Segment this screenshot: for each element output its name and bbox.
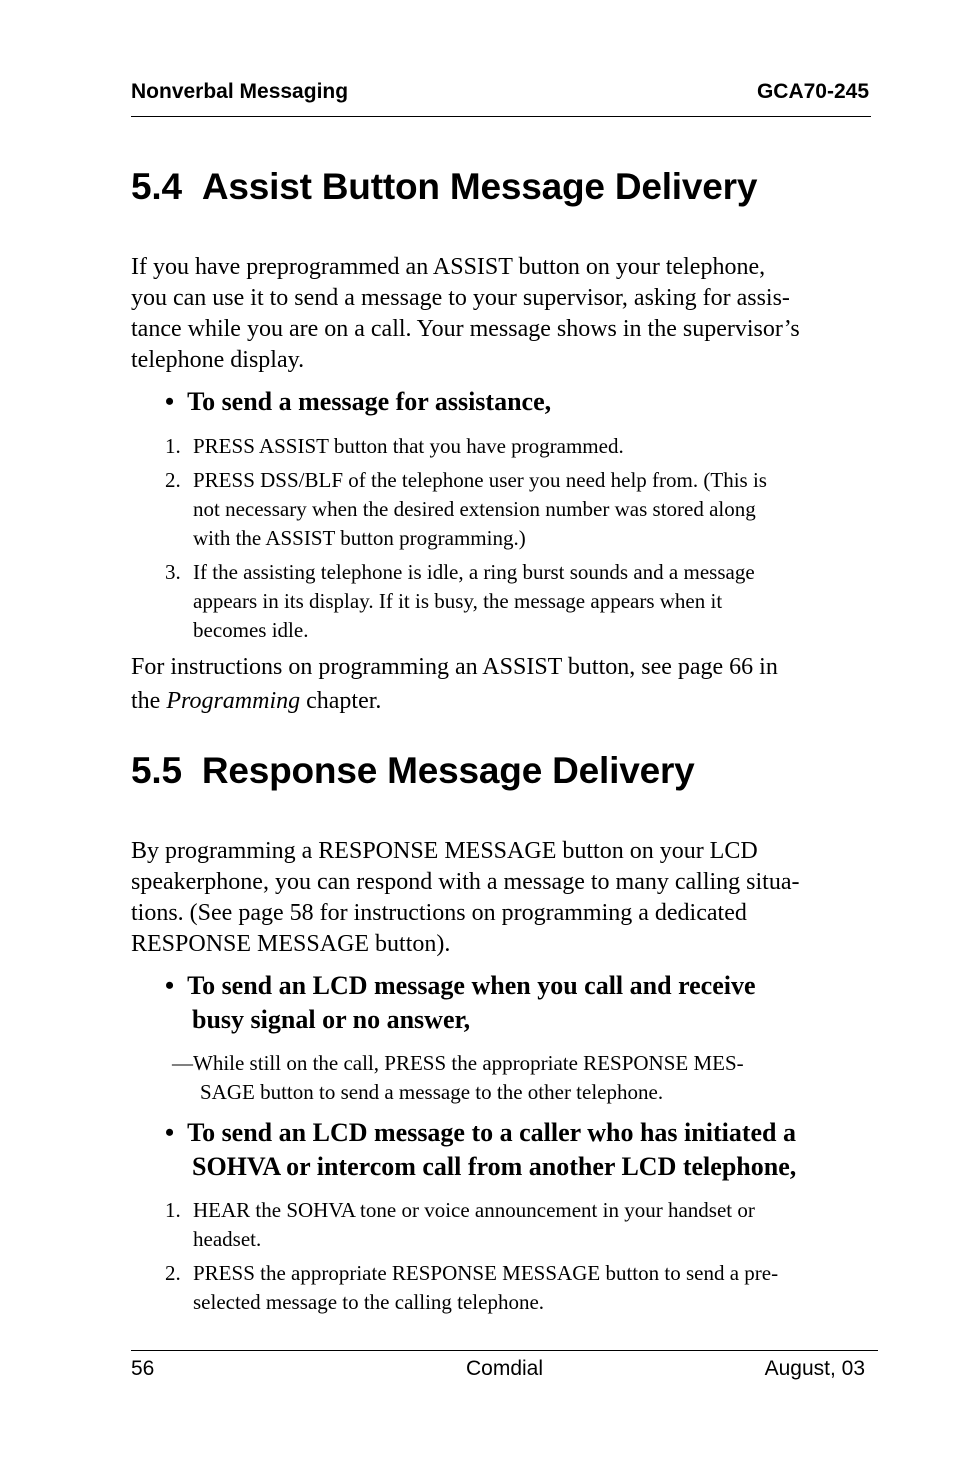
step-text: PRESS the appropriate RESPONSE MESSAGE button to send a pre-	[193, 1261, 779, 1285]
bullet-sohva	[165, 1116, 796, 1184]
text-line: you can use it to send a message to your supervisor, asking for assis-	[131, 285, 790, 311]
step-number: 1.	[165, 434, 181, 458]
page-footer	[131, 1350, 878, 1391]
text-line: telephone display.	[131, 347, 305, 373]
text-line: tions. (See page 58 for instructions on programming a dedicated	[131, 900, 747, 926]
dash-instruction	[172, 1049, 744, 1107]
section-number: 5.4	[131, 166, 182, 207]
step-number: 3.	[165, 560, 181, 584]
list-item	[165, 466, 767, 553]
step-text: headset.	[193, 1227, 262, 1251]
step-number: 1.	[165, 1198, 181, 1222]
page-header	[131, 78, 871, 117]
bullet-assist	[165, 385, 551, 419]
bullet-line: • To send an LCD message to a caller who has initiated a	[165, 1118, 796, 1147]
footer-date: August, 03	[764, 1357, 865, 1380]
text-line: For instructions on programming an ASSIST button, see page 66 in	[131, 654, 778, 680]
section-title: Response Message Delivery	[201, 750, 695, 791]
note-paragraph-5-4	[131, 650, 876, 718]
bullet-busy-signal	[165, 969, 756, 1037]
step-number: 2.	[165, 1261, 181, 1285]
intro-paragraph-5-5	[131, 836, 876, 960]
text-line: If you have preprogrammed an ASSIST button on your telephone,	[131, 254, 766, 280]
list-item	[165, 558, 767, 645]
section-title: Assist Button Message Delivery	[201, 166, 758, 207]
bullet-line: • To send an LCD message when you call and receive	[165, 971, 756, 1000]
list-item	[165, 1259, 778, 1317]
text-line: By programming a RESPONSE MESSAGE button on your LCD	[131, 838, 758, 864]
step-text: appears in its display. If it is busy, the message appears when it	[193, 589, 723, 613]
section-number: 5.5	[131, 750, 182, 791]
step-text: If the assisting telephone is idle, a ring burst sounds and a message	[193, 560, 755, 584]
step-number: 2.	[165, 468, 181, 492]
list-item	[165, 1196, 778, 1254]
section-heading-5-4	[131, 166, 757, 208]
step-text: not necessary when the desired extension number was stored along	[193, 497, 756, 521]
bullet-dot-icon: •	[165, 387, 188, 416]
footer-company: Comdial	[465, 1357, 544, 1380]
text-line: RESPONSE MESSAGE button).	[131, 931, 451, 957]
text-line: the Programming chapter.	[131, 688, 382, 714]
step-text: becomes idle.	[193, 618, 309, 642]
bullet-line: • To send a message for assistance,	[165, 387, 552, 416]
section-heading-5-5	[131, 750, 695, 792]
steps-list-5-5	[165, 1196, 778, 1322]
steps-list-5-4	[165, 432, 767, 650]
list-item	[165, 432, 767, 461]
page-number: 56	[131, 1357, 155, 1380]
step-text: PRESS ASSIST button that you have programmed.	[193, 434, 624, 458]
bullet-line: SOHVA or intercom call from another LCD telephone,	[192, 1152, 797, 1181]
text-line: speakerphone, you can respond with a message to many calling situa-	[131, 869, 800, 895]
bullet-dot-icon: •	[165, 1118, 188, 1147]
bullet-dot-icon: •	[165, 971, 188, 1000]
text-line: SAGE button to send a message to the other telephone.	[200, 1080, 664, 1104]
step-text: PRESS DSS/BLF of the telephone user you need help from. (This is	[193, 468, 767, 492]
header-doc-code: GCA70-245	[756, 80, 869, 103]
step-text: HEAR the SOHVA tone or voice announcement in your handset or	[193, 1198, 755, 1222]
intro-paragraph-5-4	[131, 252, 876, 376]
text-line: tance while you are on a call. Your message shows in the supervisor’s	[131, 316, 800, 342]
chapter-reference: Programming	[166, 688, 301, 714]
step-text: selected message to the calling telephone.	[193, 1290, 545, 1314]
bullet-line: busy signal or no answer,	[192, 1005, 471, 1034]
step-text: with the ASSIST button programming.)	[193, 526, 526, 550]
text-line: —While still on the call, PRESS the appropriate RESPONSE MES-	[172, 1051, 744, 1075]
header-section-title: Nonverbal Messaging	[131, 80, 349, 103]
